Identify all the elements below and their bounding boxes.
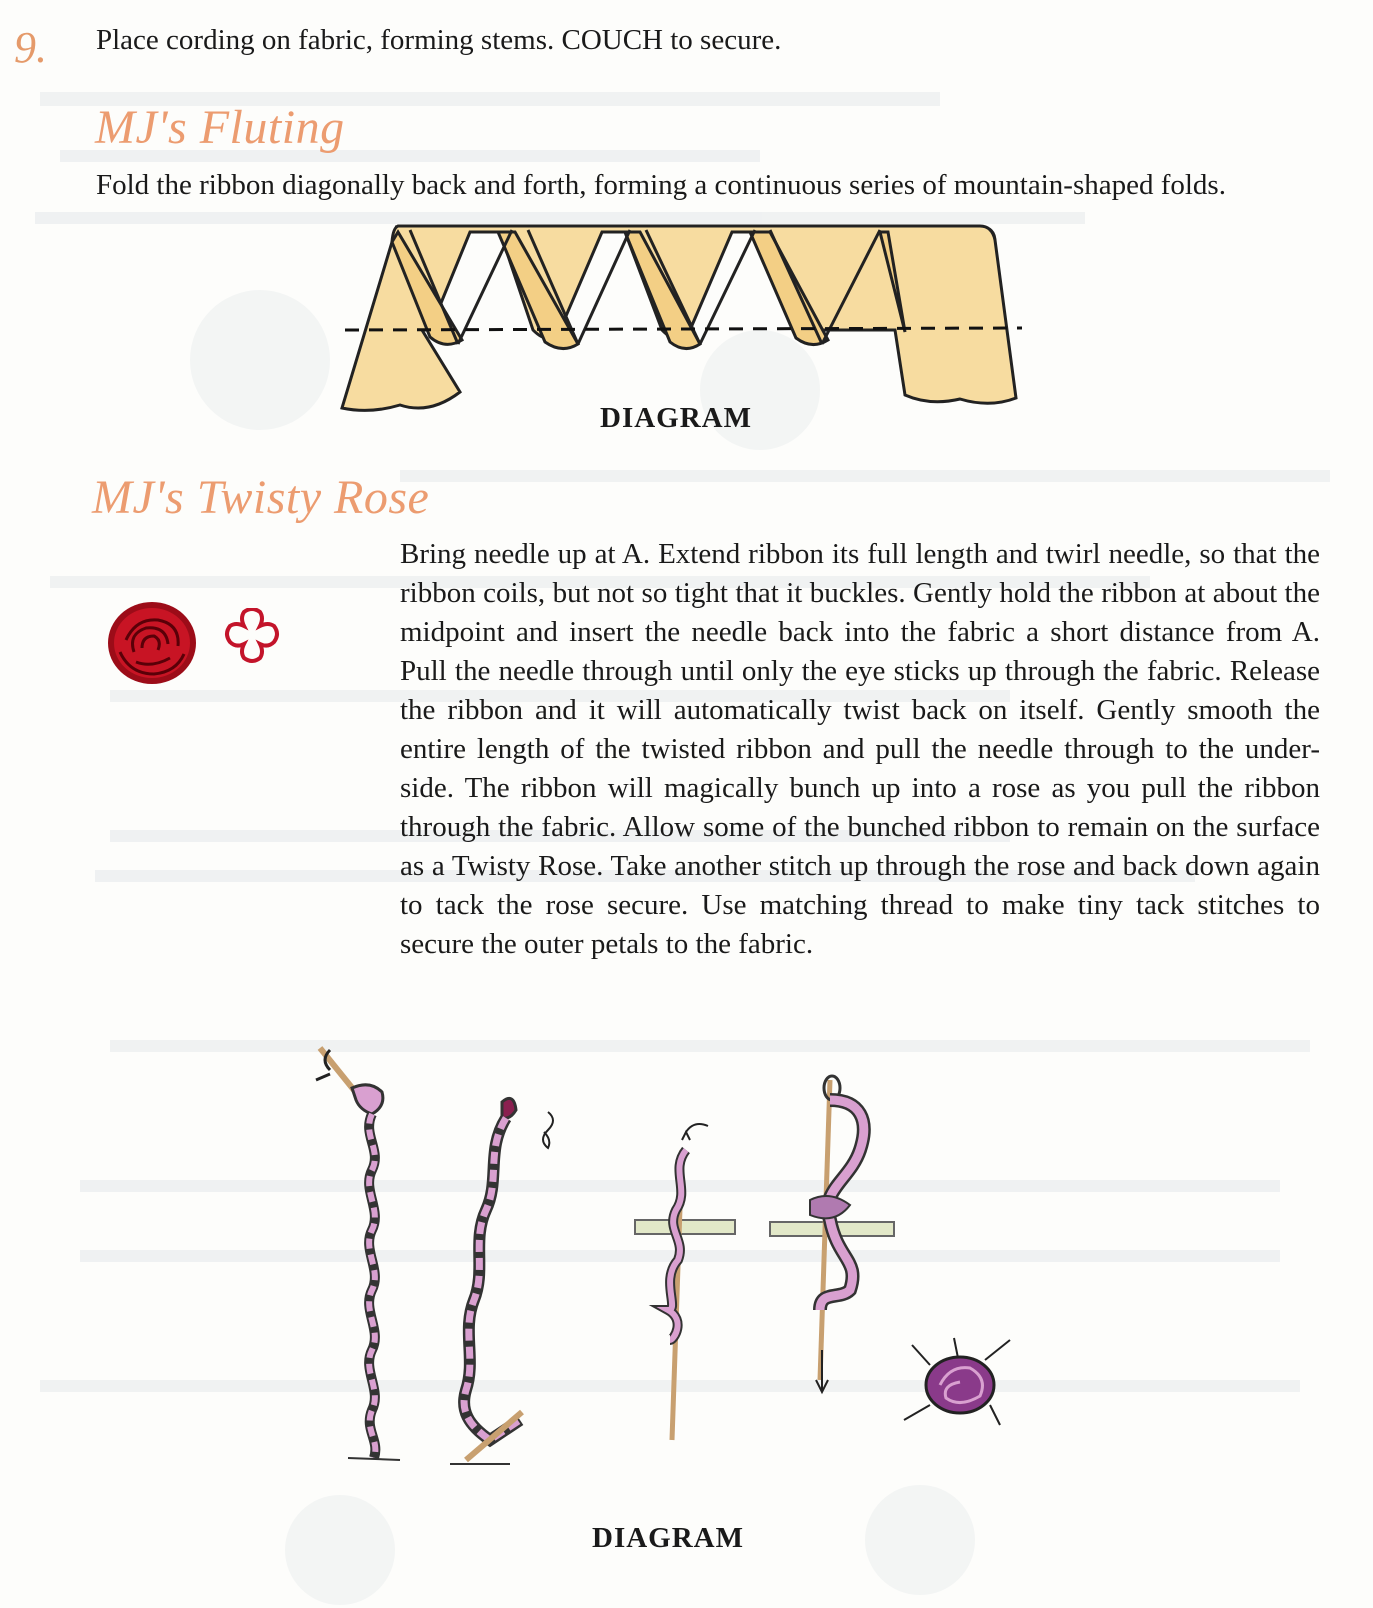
twist-step-3 [635,1124,735,1440]
step-instruction: Place cording on fabric, forming stems. COUCH to secure. [96,24,782,56]
twist-step-4 [770,1076,894,1392]
red-rose-icon [106,600,198,686]
fluting-diagram [340,212,1040,432]
twisty-rose-diagram-caption: DIAGRAM [592,1522,744,1554]
step-number: 9. [14,23,47,72]
twist-step-2 [450,1098,553,1464]
quatrefoil-outline-icon [224,608,280,664]
twisty-rose-diagram [290,1040,1030,1480]
fluting-heading: MJ's Fluting [95,101,345,154]
fluting-instructions: Fold the ribbon diagonally back and forth, forming a continuous series of mountain-shaped folds. [96,169,1226,201]
twisty-rose-heading: MJ's Twisty Rose [92,471,430,524]
twist-step-5 [904,1338,1010,1425]
twist-step-1 [316,1048,400,1460]
twisty-rose-instructions: Bring needle up at A. Extend ribbon its full length and twirl needle, so that the ribbon coils, but not so tight that it buckles. Gently hold the ribbon at about the midpoint and insert the needle back into the fabric a short distance from A. Pull the needle through until only the eye sticks up through the fabric. Release the ribbon and it will automatically twist back on itself. Gently smooth the entire length of the twisted ribbon and pull the needle through to the under-side. The ribbon will magically bunch up into a rose as you pull the ribbon through the fabric. Allow some of the bunched ribbon to remain on the surface as a Twisty Rose. Take another stitch up through the rose and back down again to tack the rose secure. Use matching thread to make tiny tack stitches to secure the outer petals to the fabric. [400,538,1320,960]
fluting-diagram-caption: DIAGRAM [600,402,752,434]
